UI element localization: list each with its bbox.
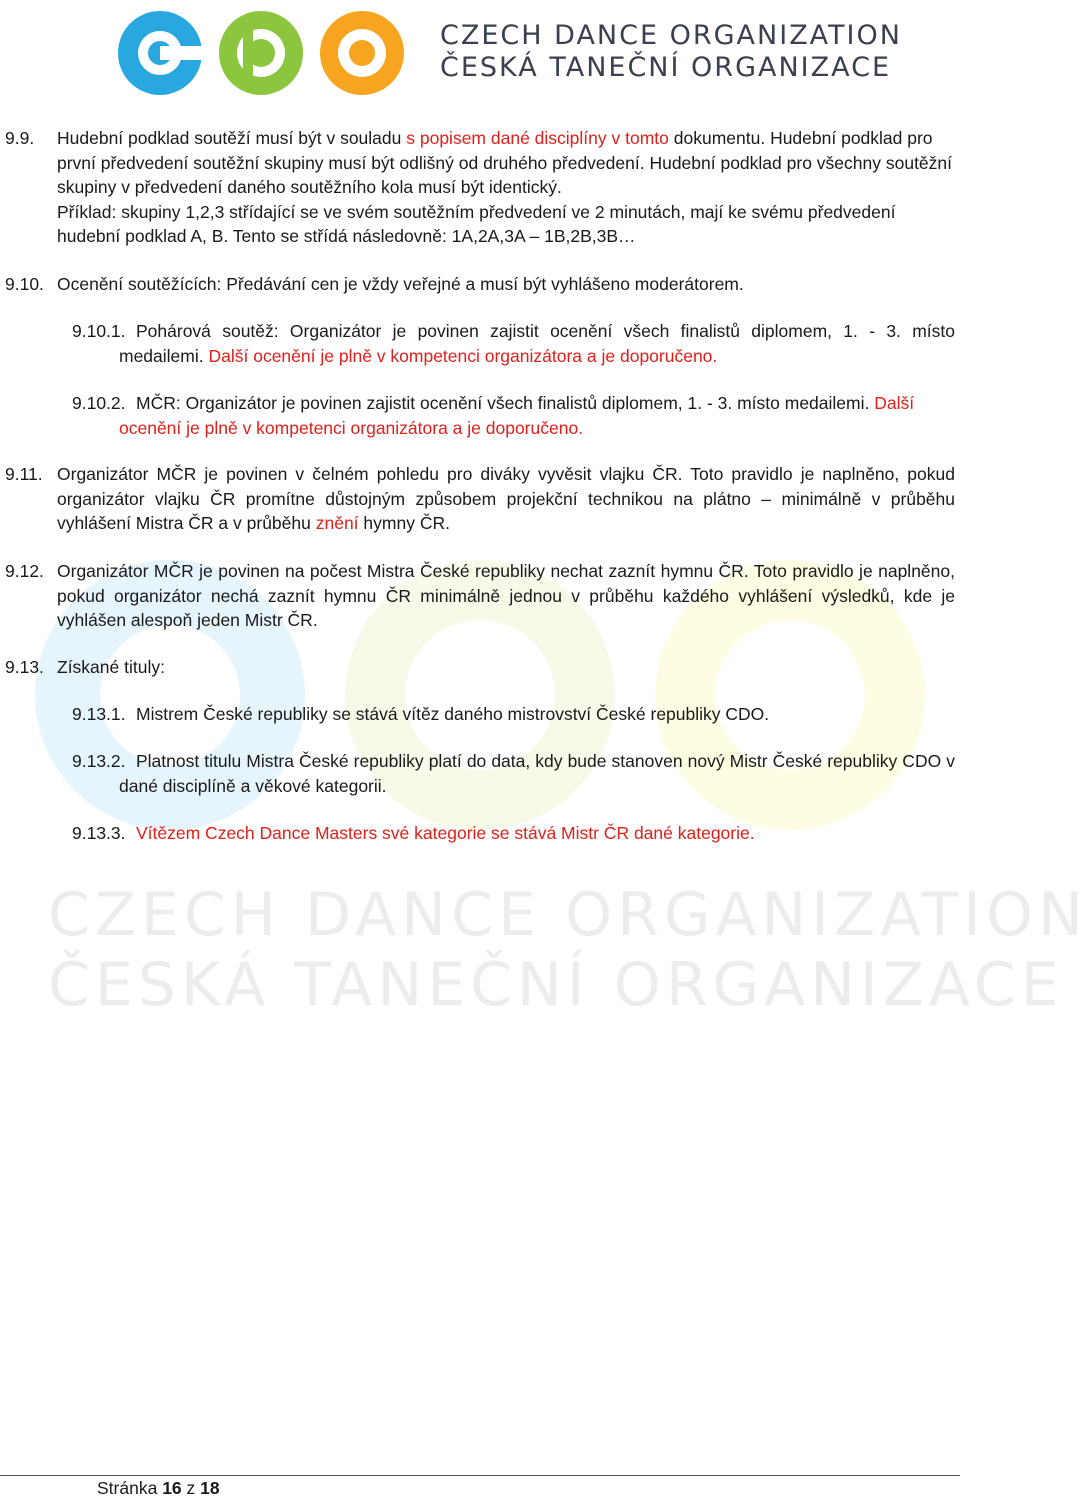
section-number: 9.12. [5,561,44,581]
logo-text [440,20,902,84]
subsection-9-13-2: Platnost titulu Mistra České republiky platí do data, kdy bude stanoven nový Mistr České republiky CDO v dané disciplíně a věkové kategorii. [119,751,955,796]
section-text: Organizátor MČR je povinen v čelném pohledu pro diváky vyvěsit vlajku ČR. Toto pravidlo je naplněno, pokud organizátor vlajku ČR promítne důstojným způsobem projekční technikou na plátno – minimálně v průběhu vyhlášení Mistra ČR a v průběhu [57,464,955,533]
section-text: Hudební podklad soutěží musí být v souladu [57,128,407,148]
section-9-10: Ocenění soutěžících: Předávání cen je vždy veřejné a musí být vyhlášeno moderátorem. [57,274,744,294]
watermark-text [48,880,1088,1020]
total-pages: 18 [200,1478,220,1498]
org-name-en: CZECH DANCE ORGANIZATION [440,20,902,51]
subsection-9-10-2 [119,391,959,440]
highlight-text: Další ocenění je plně v kompetenci organizátora a je doporučeno. [208,345,718,366]
section-number: 9.13. [5,657,44,677]
footer-separator: z [181,1478,201,1498]
section-9-11 [57,462,955,536]
subsection-text: MČR: Organizátor je povinen zajistit ocenění všech finalistů diplomem, 1. - 3. místo medailemi. [136,393,875,413]
section-number: 9.9. [5,128,35,148]
watermark-line-cs: ČESKÁ TANEČNÍ ORGANIZACE [48,950,1064,1020]
subsection-9-13-1: Mistrem České republiky se stává vítěz daného mistrovství České republiky CDO. [136,704,770,724]
subsection-number: 9.10.1. [72,321,126,341]
subsection-9-13-3: Vítězem Czech Dance Masters své kategorie se stává Mistr ČR dané kategorie. [136,823,755,843]
watermark-line-en: CZECH DANCE ORGANIZATION [48,880,1088,950]
example-text: Příklad: skupiny 1,2,3 střídající se ve svém soutěžním předvedení ve 2 minutách, mají ke svému předvedení hudební podklad A, B. Tento se střídá následovně: 1A,2A,3A – 1B,2B,3B… [57,201,896,246]
highlight-text: s popisem dané disciplíny v tomto [406,128,669,148]
footer-divider [0,1475,960,1476]
cdo-logo-mark [118,10,418,100]
section-9-12: Organizátor MČR je povinen na počest Mistra České republiky nechat zaznít hymnu ČR. Toto pravidlo je naplněno, pokud organizátor nechá zaznít hymnu ČR minimálně jednou v průběhu každého vyhlášení výsledků, kde je vyhlášen alespoň jeden Mistr ČR. [57,561,955,630]
subsection-number: 9.13.1. [72,704,126,724]
org-name-cs: ČESKÁ TANEČNÍ ORGANIZACE [440,52,892,83]
cdo-logo [118,10,902,100]
subsection-number: 9.13.3. [72,823,126,843]
section-number: 9.10. [5,274,44,294]
highlight-text: znění [315,513,359,533]
highlight-text: Další ocenění je plně v kompetenci organizátora a je doporučeno. [119,393,915,438]
subsection-9-10-1 [119,319,955,368]
subsection-number: 9.13.2. [72,751,126,771]
section-number: 9.11. [5,464,43,484]
section-text: dokumentu. Hudební podklad pro první předvedení soutěžní skupiny musí být odlišný od druhého předvedení. Hudební podklad pro všechny soutěžní skupiny v předvedení daného soutěžního kola musí být identický. [57,128,953,197]
subsection-number: 9.10.2. [72,393,126,413]
section-9-9 [57,126,957,249]
subsection-text: Pohárová soutěž: Organizátor je povinen zajistit ocenění všech finalistů diplomem, 1. - 3. místo medailemi. [119,321,955,366]
footer-prefix: Stránka [97,1478,163,1498]
section-text: hymny ČR. [358,513,450,533]
current-page: 16 [162,1478,182,1498]
section-9-13: Získané tituly: [57,657,165,677]
page-footer [97,1478,220,1499]
